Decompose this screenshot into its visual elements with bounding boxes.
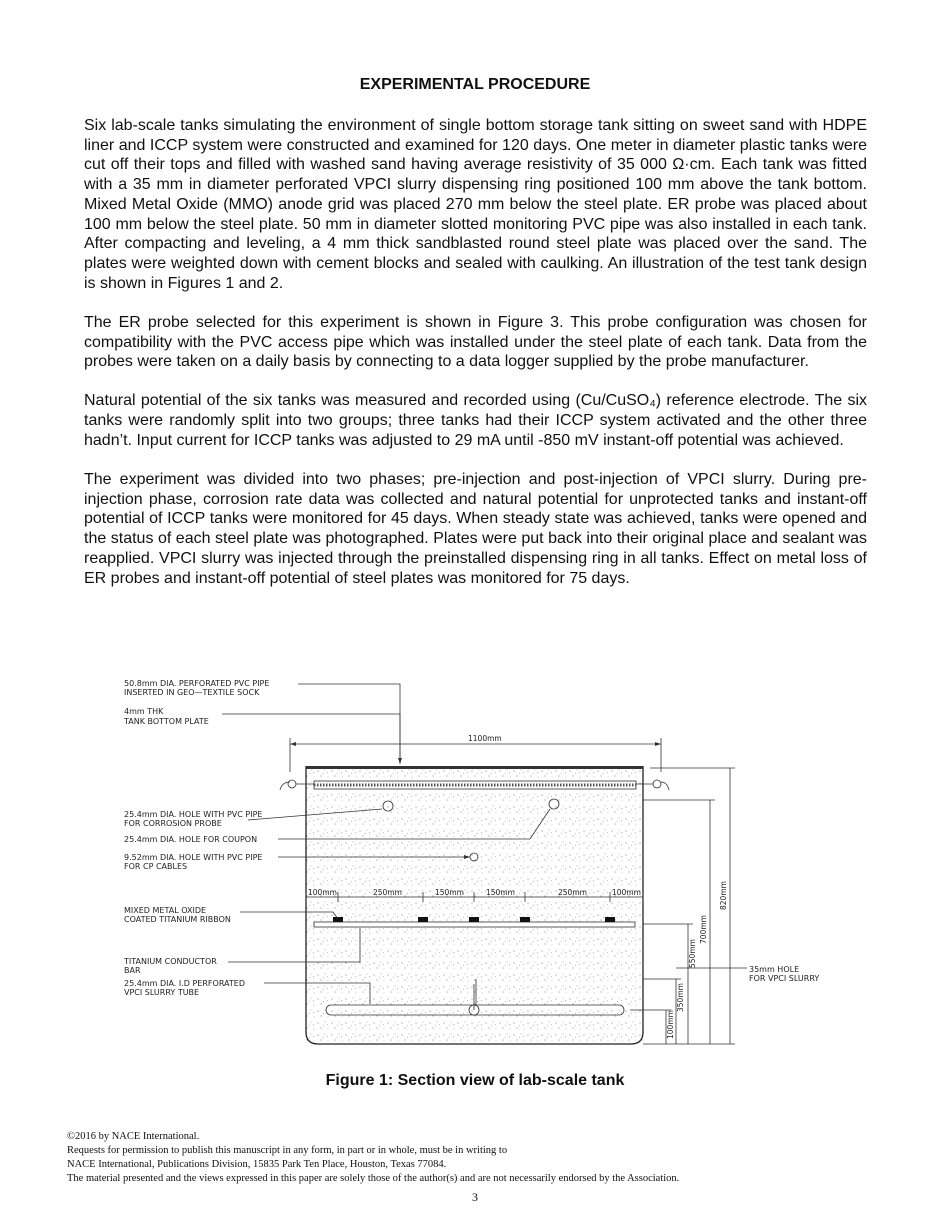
callout-label: 25.4mm DIA. HOLE WITH PVC PIPE: [124, 810, 263, 819]
dimension-label: 100mm: [612, 888, 641, 897]
callout-label: VPCI SLURRY TUBE: [124, 988, 200, 997]
height-dimensions: [630, 768, 735, 1044]
callout-label: 35mm HOLE: [749, 965, 800, 974]
callout-label: 25.4mm DIA. I.D PERFORATED: [124, 979, 246, 988]
copyright-footer: [67, 1130, 887, 1186]
dimension-label: 250mm: [558, 888, 587, 897]
callout-label: FOR VPCI SLURRY: [749, 974, 820, 983]
dimension-label: 700mm: [699, 915, 708, 944]
callout-label: 25.4mm DIA. HOLE FOR COUPON: [124, 835, 258, 844]
footer-line: ©2016 by NACE International.: [67, 1131, 200, 1142]
callout-label: 4mm THK: [124, 707, 164, 716]
dimension-label: 250mm: [373, 888, 402, 897]
footer-line: Requests for permission to publish this manuscript in any form, in part or in whole, must be in writing to: [67, 1145, 508, 1156]
dimension-label: 550mm: [688, 939, 697, 968]
paragraph: The ER probe selected for this experiment is shown in Figure 3. This probe configuration was chosen for compatibility with the PVC access pipe which was installed under the steel plate of each tank. Data from the probes were taken on a daily basis by connecting to a data logger supplied by the probe manufacturer.: [84, 313, 867, 371]
tank-section-figure: [120, 672, 830, 1052]
vpci-slurry-tube: [326, 1005, 624, 1015]
callout-label: BAR: [124, 966, 141, 975]
section-heading: EXPERIMENTAL PROCEDURE: [359, 76, 591, 93]
callout-label: 50.8mm DIA. PERFORATED PVC PIPE: [124, 679, 270, 688]
footer-line: NACE International, Publications Division, 15835 Park Ten Place, Houston, Texas 77084.: [67, 1159, 447, 1170]
callout-label: INSERTED IN GEO—TEXTILE SOCK: [124, 688, 260, 697]
tank-wall: [306, 766, 643, 1044]
dimension-label: 150mm: [435, 888, 464, 897]
callout-label: TITANIUM CONDUCTOR: [124, 957, 217, 966]
callout-label: MIXED METAL OXIDE: [124, 906, 207, 915]
dimension-label: 150mm: [486, 888, 515, 897]
figure-caption: Figure 1: Section view of lab-scale tank: [325, 1072, 625, 1089]
tank-diagram: [120, 672, 830, 1052]
dimension-label: 820mm: [719, 881, 728, 910]
page-number: 3: [472, 1190, 478, 1204]
footer-line: The material presented and the views expressed in this paper are solely those of the author(s) and are not necessarily endorsed by the Association.: [67, 1173, 680, 1184]
callout-label: FOR CORROSION PROBE: [124, 819, 222, 828]
dimension-label: 1100mm: [468, 734, 502, 743]
dimension-label: 100mm: [666, 1010, 675, 1039]
callout-label: 9.52mm DIA. HOLE WITH PVC PIPE: [124, 853, 263, 862]
paragraph: Six lab-scale tanks simulating the environment of single bottom storage tank sitting on sweet sand with HDPE liner and ICCP system were constructed and examined for 120 days. One meter in diameter plastic tanks were cut off their tops and filled with washed sand having average resistivity of 35 000 Ω·cm. Each tank was fitted with a 35 mm in diameter perforated VPCI slurry dispensing ring positioned 100 mm above the tank bottom. Mixed Metal Oxide (MMO) anode grid was placed 270 mm below the steel plate. ER probe was placed about 100 mm below the steel plate. 50 mm in diameter slotted monitoring PVC pipe was also installed in each tank. After compacting and leveling, a 4 mm thick sandblasted round steel plate was placed over the sand. The plates were weighted down with cement blocks and sealed with caulking. An illustration of the test tank design is shown in Figures 1 and 2.: [84, 117, 867, 292]
paragraph: The experiment was divided into two phases; pre-injection and post-injection of VPCI slurry. During pre-injection phase, corrosion rate data was collected and natural potential for unprotected tanks and instant-off potential of ICCP tanks were monitored for 45 days. When steady state was achieved, tanks were opened and the status of each steel plate was photographed. Plates were put back into their original place and sealant was reapplied. VPCI slurry was injected through the preinstalled dispensing ring in all tanks. Effect on metal loss of ER probes and instant-off potential of steel plates was monitored for 75 days.: [84, 471, 867, 587]
callout-label: FOR CP CABLES: [124, 862, 188, 871]
dimension-label: 350mm: [676, 983, 685, 1012]
callout-label: COATED TITANIUM RIBBON: [124, 915, 231, 924]
callout-label: TANK BOTTOM PLATE: [124, 717, 209, 726]
body-text: [84, 116, 867, 608]
paragraph: Natural potential of the six tanks was measured and recorded using (Cu/CuSO₄) reference electrode. The six tanks were randomly split into two groups; three tanks had their ICCP system activated and the other three hadn’t. Input current for ICCP tanks was adjusted to 29 mA until -850 mV instant-off potential was achieved.: [84, 392, 867, 449]
dimension-label: 100mm: [308, 888, 337, 897]
